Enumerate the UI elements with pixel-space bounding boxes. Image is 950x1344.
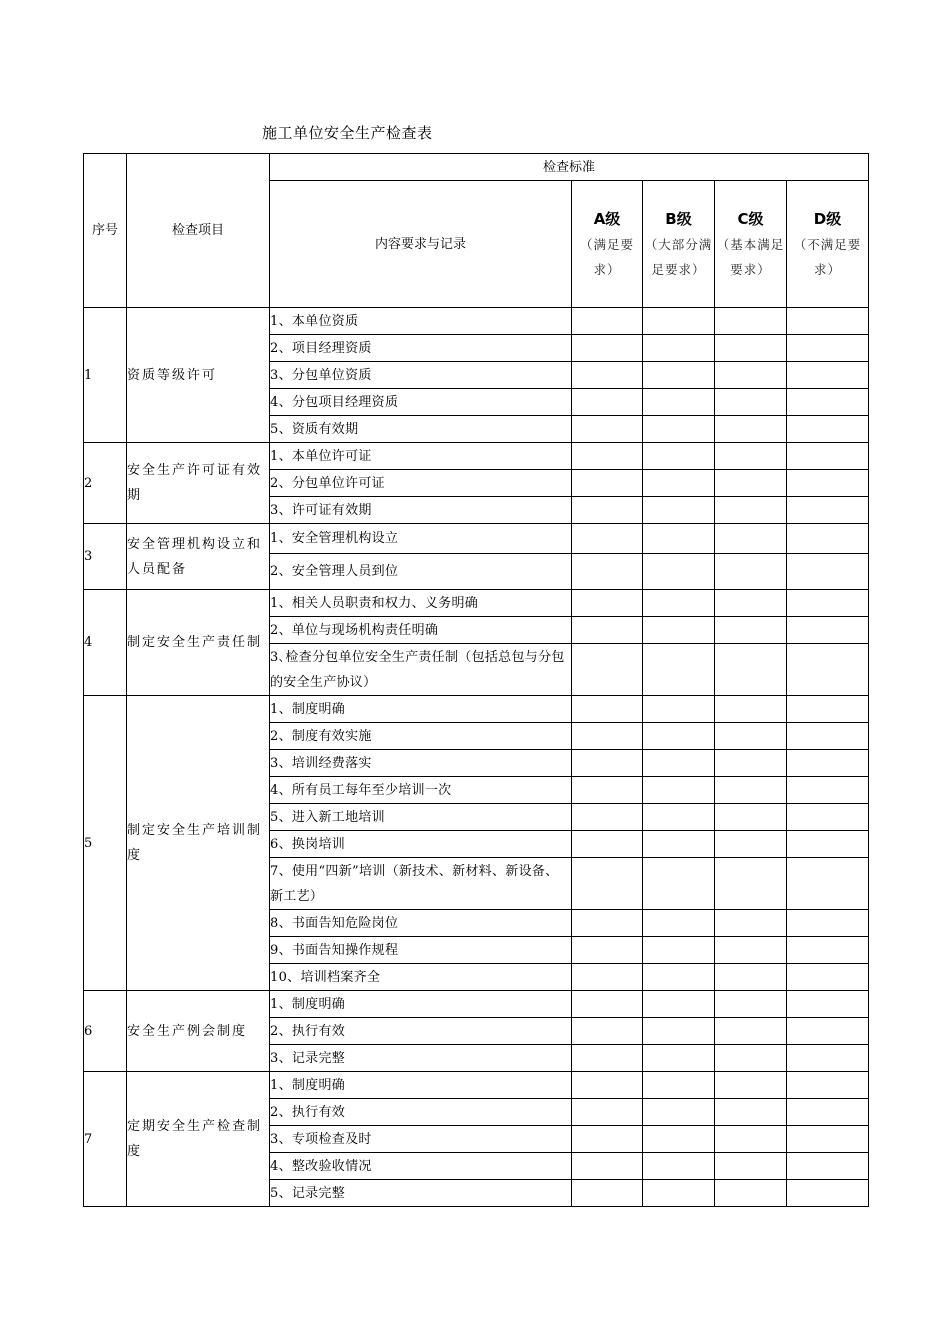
grade-d-cell[interactable] <box>787 389 869 416</box>
content-cell: 2、分包单位许可证 <box>270 470 572 497</box>
grade-c-cell[interactable] <box>715 991 787 1018</box>
grade-name: C级 <box>737 209 764 228</box>
grade-c-cell[interactable] <box>715 910 787 937</box>
grade-c-cell[interactable] <box>715 723 787 750</box>
grade-c-cell[interactable] <box>715 362 787 389</box>
grade-c-cell[interactable] <box>715 470 787 497</box>
grade-d-cell[interactable] <box>787 1153 869 1180</box>
grade-a-cell[interactable] <box>572 723 643 750</box>
content-cell: 5、进入新工地培训 <box>270 804 572 831</box>
content-header: 内容要求与记录 <box>270 181 572 308</box>
grade-b-cell[interactable] <box>643 1099 715 1126</box>
grade-a-cell[interactable] <box>572 470 643 497</box>
grade-a-cell[interactable] <box>572 1099 643 1126</box>
document-title: 施工单位安全生产检查表 <box>262 124 433 142</box>
grade-a-cell[interactable] <box>572 524 643 554</box>
grade-c-cell[interactable] <box>715 696 787 723</box>
grade-d-cell[interactable] <box>787 644 869 696</box>
grade-a-cell[interactable] <box>572 777 643 804</box>
grade-b-cell[interactable] <box>643 937 715 964</box>
grade-d-cell[interactable] <box>787 777 869 804</box>
content-cell: 1、相关人员职责和权力、义务明确 <box>270 590 572 617</box>
section-seq: 6 <box>84 991 127 1072</box>
grade-b-cell[interactable] <box>643 335 715 362</box>
content-cell: 2、执行有效 <box>270 1099 572 1126</box>
grade-a-cell[interactable] <box>572 554 643 590</box>
grade-d-cell[interactable] <box>787 723 869 750</box>
grade-d-cell[interactable] <box>787 497 869 524</box>
grade-b-cell[interactable] <box>643 1153 715 1180</box>
grade-d-cell[interactable] <box>787 590 869 617</box>
grade-d-cell[interactable] <box>787 1180 869 1207</box>
grade-d-cell[interactable] <box>787 937 869 964</box>
grade-d-cell[interactable] <box>787 1126 869 1153</box>
table-row <box>84 696 869 723</box>
grade-b-cell[interactable] <box>643 308 715 335</box>
table-row <box>84 590 869 617</box>
grade-a-cell[interactable] <box>572 964 643 991</box>
grade-c-cell[interactable] <box>715 831 787 858</box>
grade-a-cell[interactable] <box>572 858 643 910</box>
grade-desc: （大部分满足要求） <box>644 236 713 277</box>
grade-a-cell[interactable] <box>572 416 643 443</box>
grade-b-cell[interactable] <box>643 991 715 1018</box>
grade-d-cell[interactable] <box>787 470 869 497</box>
grade-d-header <box>787 181 869 308</box>
grade-a-cell[interactable] <box>572 1126 643 1153</box>
grade-a-cell[interactable] <box>572 696 643 723</box>
grade-a-cell[interactable] <box>572 804 643 831</box>
grade-a-cell[interactable] <box>572 1018 643 1045</box>
table-body <box>84 308 869 1207</box>
grade-b-cell[interactable] <box>643 804 715 831</box>
grade-b-cell[interactable] <box>643 554 715 590</box>
grade-a-cell[interactable] <box>572 590 643 617</box>
content-cell: 2、项目经理资质 <box>270 335 572 362</box>
grade-name: D级 <box>813 209 842 228</box>
grade-c-cell[interactable] <box>715 497 787 524</box>
content-cell: 1、制度明确 <box>270 991 572 1018</box>
grade-b-cell[interactable] <box>643 524 715 554</box>
seq-header: 序号 <box>84 154 127 308</box>
grade-d-cell[interactable] <box>787 1018 869 1045</box>
grade-b-cell[interactable] <box>643 964 715 991</box>
grade-a-cell[interactable] <box>572 1180 643 1207</box>
content-cell: 2、单位与现场机构责任明确 <box>270 617 572 644</box>
grade-b-cell[interactable] <box>643 416 715 443</box>
standard-header: 检查标准 <box>270 154 869 181</box>
grade-a-cell[interactable] <box>572 443 643 470</box>
table-row <box>84 524 869 554</box>
section-item: 制定安全生产责任制 <box>127 590 270 696</box>
grade-c-cell[interactable] <box>715 524 787 554</box>
grade-d-cell[interactable] <box>787 617 869 644</box>
grade-b-cell[interactable] <box>643 910 715 937</box>
grade-c-cell[interactable] <box>715 308 787 335</box>
grade-d-cell[interactable] <box>787 964 869 991</box>
grade-b-cell[interactable] <box>643 750 715 777</box>
section-seq: 1 <box>84 308 127 443</box>
section-item: 定期安全生产检查制度 <box>127 1072 270 1207</box>
section-seq: 2 <box>84 443 127 524</box>
grade-d-cell[interactable] <box>787 750 869 777</box>
grade-c-cell[interactable] <box>715 1018 787 1045</box>
grade-c-cell[interactable] <box>715 1099 787 1126</box>
grade-c-cell[interactable] <box>715 858 787 910</box>
section-item: 资质等级许可 <box>127 308 270 443</box>
grade-a-cell[interactable] <box>572 1072 643 1099</box>
grade-c-cell[interactable] <box>715 389 787 416</box>
grade-name: A级 <box>593 209 621 228</box>
content-cell: 4、分包项目经理资质 <box>270 389 572 416</box>
grade-b-cell[interactable] <box>643 1018 715 1045</box>
grade-b-cell[interactable] <box>643 443 715 470</box>
content-cell: 1、安全管理机构设立 <box>270 524 572 554</box>
grade-b-cell[interactable] <box>643 617 715 644</box>
table-row <box>84 443 869 470</box>
grade-b-cell[interactable] <box>643 389 715 416</box>
grade-c-cell[interactable] <box>715 443 787 470</box>
table-row <box>84 991 869 1018</box>
grade-b-cell[interactable] <box>643 362 715 389</box>
grade-b-cell[interactable] <box>643 590 715 617</box>
grade-c-cell[interactable] <box>715 416 787 443</box>
grade-b-cell[interactable] <box>643 723 715 750</box>
grade-d-cell[interactable] <box>787 554 869 590</box>
content-cell: 2、执行有效 <box>270 1018 572 1045</box>
grade-desc: （满足要求） <box>579 236 634 277</box>
section-item: 安全生产例会制度 <box>127 991 270 1072</box>
grade-d-cell[interactable] <box>787 858 869 910</box>
table-row <box>84 1072 869 1099</box>
grade-a-cell[interactable] <box>572 644 643 696</box>
section-item: 安全管理机构设立和人员配备 <box>127 524 270 590</box>
grade-a-cell[interactable] <box>572 362 643 389</box>
grade-c-cell[interactable] <box>715 1153 787 1180</box>
grade-d-cell[interactable] <box>787 443 869 470</box>
grade-desc: （不满足要求） <box>793 236 862 277</box>
content-cell: 2、制度有效实施 <box>270 723 572 750</box>
grade-d-cell[interactable] <box>787 308 869 335</box>
section-item: 安全生产许可证有效期 <box>127 443 270 524</box>
grade-c-cell[interactable] <box>715 1126 787 1153</box>
grade-d-cell[interactable] <box>787 362 869 389</box>
content-cell: 1、制度明确 <box>270 696 572 723</box>
grade-c-cell[interactable] <box>715 644 787 696</box>
grade-b-cell[interactable] <box>643 497 715 524</box>
grade-desc: （基本满足要求） <box>716 236 785 277</box>
grade-b-cell[interactable] <box>643 1072 715 1099</box>
grade-b-cell[interactable] <box>643 470 715 497</box>
grade-d-cell[interactable] <box>787 335 869 362</box>
content-cell: 4、整改验收情况 <box>270 1153 572 1180</box>
grade-b-header <box>643 181 715 308</box>
content-cell: 3、许可证有效期 <box>270 497 572 524</box>
grade-b-cell[interactable] <box>643 1045 715 1072</box>
grade-a-cell[interactable] <box>572 1153 643 1180</box>
section-item: 制定安全生产培训制度 <box>127 696 270 991</box>
content-cell: 1、本单位许可证 <box>270 443 572 470</box>
grade-d-cell[interactable] <box>787 910 869 937</box>
content-cell: 5、资质有效期 <box>270 416 572 443</box>
grade-b-cell[interactable] <box>643 696 715 723</box>
content-cell: 9、书面告知操作规程 <box>270 937 572 964</box>
grade-a-cell[interactable] <box>572 497 643 524</box>
content-cell: 4、所有员工每年至少培训一次 <box>270 777 572 804</box>
grade-b-cell[interactable] <box>643 1180 715 1207</box>
grade-a-cell[interactable] <box>572 389 643 416</box>
grade-c-cell[interactable] <box>715 335 787 362</box>
grade-a-header <box>572 181 643 308</box>
table-row <box>84 308 869 335</box>
grade-b-cell[interactable] <box>643 644 715 696</box>
content-cell: 10、培训档案齐全 <box>270 964 572 991</box>
grade-d-cell[interactable] <box>787 1099 869 1126</box>
grade-c-cell[interactable] <box>715 590 787 617</box>
grade-b-cell[interactable] <box>643 777 715 804</box>
grade-a-cell[interactable] <box>572 617 643 644</box>
grade-c-cell[interactable] <box>715 964 787 991</box>
grade-a-cell[interactable] <box>572 831 643 858</box>
section-seq: 7 <box>84 1072 127 1207</box>
grade-a-cell[interactable] <box>572 991 643 1018</box>
grade-d-cell[interactable] <box>787 1045 869 1072</box>
grade-a-cell[interactable] <box>572 937 643 964</box>
grade-c-cell[interactable] <box>715 937 787 964</box>
grade-d-cell[interactable] <box>787 416 869 443</box>
grade-b-cell[interactable] <box>643 858 715 910</box>
content-cell: 5、记录完整 <box>270 1180 572 1207</box>
grade-c-cell[interactable] <box>715 554 787 590</box>
content-cell: 8、书面告知危险岗位 <box>270 910 572 937</box>
section-seq: 5 <box>84 696 127 991</box>
grade-b-cell[interactable] <box>643 831 715 858</box>
grade-c-header <box>715 181 787 308</box>
content-cell: 3、培训经费落实 <box>270 750 572 777</box>
grade-c-cell[interactable] <box>715 1072 787 1099</box>
content-cell: 7、使用“四新”培训（新技术、新材料、新设备、新工艺） <box>270 858 572 910</box>
grade-b-cell[interactable] <box>643 1126 715 1153</box>
grade-c-cell[interactable] <box>715 617 787 644</box>
content-cell: 1、本单位资质 <box>270 308 572 335</box>
content-cell: 2、安全管理人员到位 <box>270 554 572 590</box>
grade-d-cell[interactable] <box>787 991 869 1018</box>
content-cell: 3､检查分包单位安全生产责任制（包括总包与分包的安全生产协议） <box>270 644 572 696</box>
grade-a-cell[interactable] <box>572 750 643 777</box>
grade-c-cell[interactable] <box>715 1180 787 1207</box>
grade-a-cell[interactable] <box>572 335 643 362</box>
content-cell: 3、专项检查及时 <box>270 1126 572 1153</box>
safety-inspection-table <box>83 153 869 1207</box>
grade-d-cell[interactable] <box>787 804 869 831</box>
grade-a-cell[interactable] <box>572 308 643 335</box>
content-cell: 3、分包单位资质 <box>270 362 572 389</box>
grade-d-cell[interactable] <box>787 524 869 554</box>
grade-c-cell[interactable] <box>715 777 787 804</box>
section-seq: 3 <box>84 524 127 590</box>
grade-c-cell[interactable] <box>715 804 787 831</box>
grade-name: B级 <box>665 209 692 228</box>
content-cell: 3、记录完整 <box>270 1045 572 1072</box>
grade-d-cell[interactable] <box>787 1072 869 1099</box>
item-header: 检查项目 <box>127 154 270 308</box>
grade-c-cell[interactable] <box>715 750 787 777</box>
grade-a-cell[interactable] <box>572 1045 643 1072</box>
grade-d-cell[interactable] <box>787 696 869 723</box>
grade-d-cell[interactable] <box>787 831 869 858</box>
content-cell: 6、换岗培训 <box>270 831 572 858</box>
section-seq: 4 <box>84 590 127 696</box>
content-cell: 1、制度明确 <box>270 1072 572 1099</box>
grade-a-cell[interactable] <box>572 910 643 937</box>
grade-c-cell[interactable] <box>715 1045 787 1072</box>
